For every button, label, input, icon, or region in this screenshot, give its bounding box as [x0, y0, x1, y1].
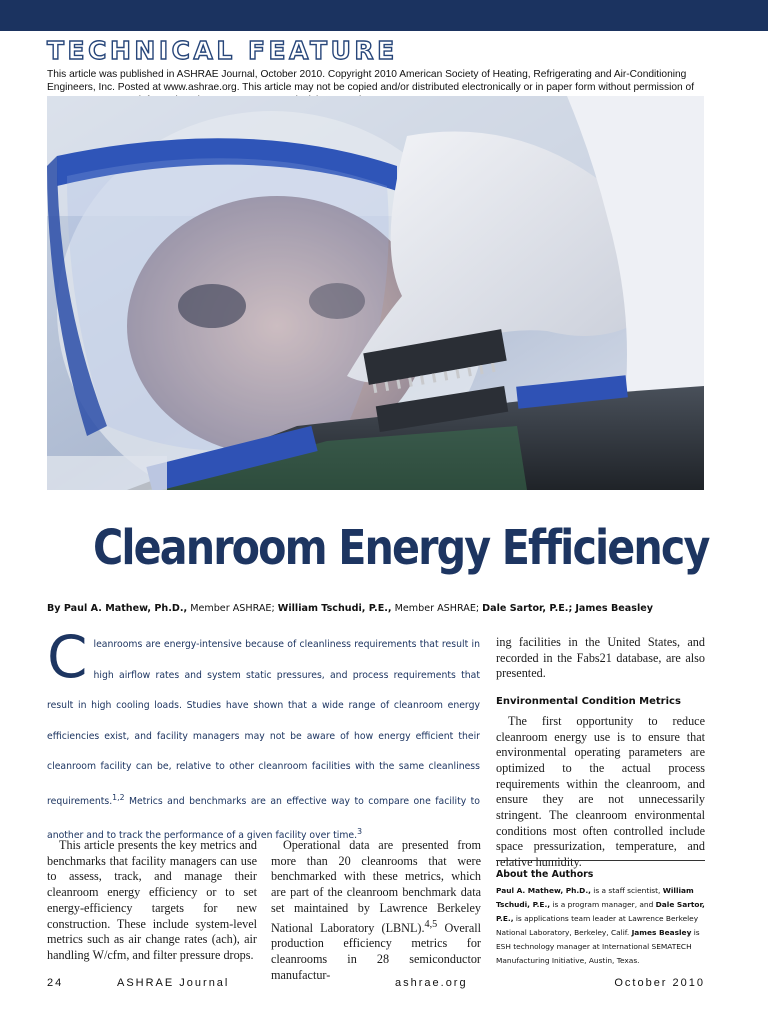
reference-marker: 3 [357, 827, 363, 837]
author-1: By Paul A. Mathew, Ph.D., [47, 603, 188, 614]
body-paragraph: The first opportunity to reduce cleanroom energy use is to ensure that environmental operating parameters are optimized to the actual process requirements within the cleanroom, and ensure they are not unnecessarily stringent. The cleanroom environmental conditions most often controlled include space pressurization, temperature, and relative humidity. [496, 713, 705, 870]
body-paragraph: Operational data are presented from more than 20 cleanrooms that were benchmarked with these metrics, which are part of the cleanroom benchmark data set maintained by Lawrence Berkeley National Laboratory (LBNL).$^{4,5}$ Overall production efficiency metrics for cleanrooms in 28 semiconductor manufactur- [271, 838, 481, 982]
body-paragraph: ing facilities in the United States, and recorded in the Fabs21 database, are also presented. [496, 635, 705, 681]
body-column-2 [271, 838, 481, 983]
body-column-3 [496, 635, 705, 871]
about-the-authors [496, 860, 705, 969]
cleanroom-photo [47, 96, 704, 490]
journal-name: ASHRAE Journal [117, 977, 230, 989]
author-2: William Tschudi, P.E., [277, 603, 392, 614]
abstract-paragraph: Cleanrooms are energy-intensive because of cleanliness requirements that result in high airflow rates and system static pressures, and process requirements that result in high cooling loads. Studies have shown that a wide range of cleanroom energy efficiencies exist, and facility managers may not be aware of how energy efficient their cleanroom facility can be, relative to other cleanroom facilities with the same cleanliness requirements.$^{1,2}$ Metrics and benchmarks are an effective way to compare one facility to another and to track the performance of a given facility over time.$^3$ [47, 623, 480, 842]
page-number: 24 [47, 977, 64, 989]
author-3: Dale Sartor, P.E.; [482, 603, 573, 614]
website: ashrae.org [395, 977, 468, 989]
technician-with-chip-image [47, 96, 704, 490]
reference-marker: 1,2 [112, 792, 125, 802]
top-banner [0, 0, 768, 31]
author-4: James Beasley [575, 603, 654, 614]
body-column-1 [47, 838, 257, 964]
about-heading: About the Authors [496, 869, 594, 880]
page-footer [47, 977, 705, 991]
issue-date: October 2010 [614, 977, 705, 989]
body-paragraph: This article presents the key metrics and benchmarks that facility managers can use to assess, track, and manage their cleanroom energy efficiency or to set energy-efficiency targets for new construction. These include system-level metrics such as air change rates (ach), air handling W/cfm, and filter pressure drops. [47, 838, 257, 962]
section-heading: Environmental Condition Metrics [496, 696, 681, 708]
section-label: TECHNICAL FEATURE [47, 36, 398, 65]
author-bios: Paul A. Mathew, Ph.D., is a staff scientist, William Tschudi, P.E., is a program manager, and Dale Sartor, P.E., is applications team leader at Lawrence Berkeley National Laboratory, Berkeley, Calif. James Beasley is ESH technology manager at International SEMATECH Manufacturing Initiative, Austin, Texas. [496, 886, 705, 966]
copyright-notice: This article was published in ASHRAE Journal, October 2010. Copyright 2010 American Society of Heating, Refrigerating and Air-Conditioning Engineers, Inc. Posted at www.ashrae.org. This article may not be copied and/or distributed electronically or in paper form without permission of [47, 69, 695, 93]
article-title: Cleanroom Energy Efficiency [92, 520, 709, 576]
drop-cap: C [47, 623, 88, 691]
reference-marker: 4,5 [424, 918, 438, 930]
author-byline: By Paul A. Mathew, Ph.D., Member ASHRAE; William Tschudi, P.E., Member ASHRAE; Dale Sartor, P.E.; James Beasley [47, 603, 654, 614]
